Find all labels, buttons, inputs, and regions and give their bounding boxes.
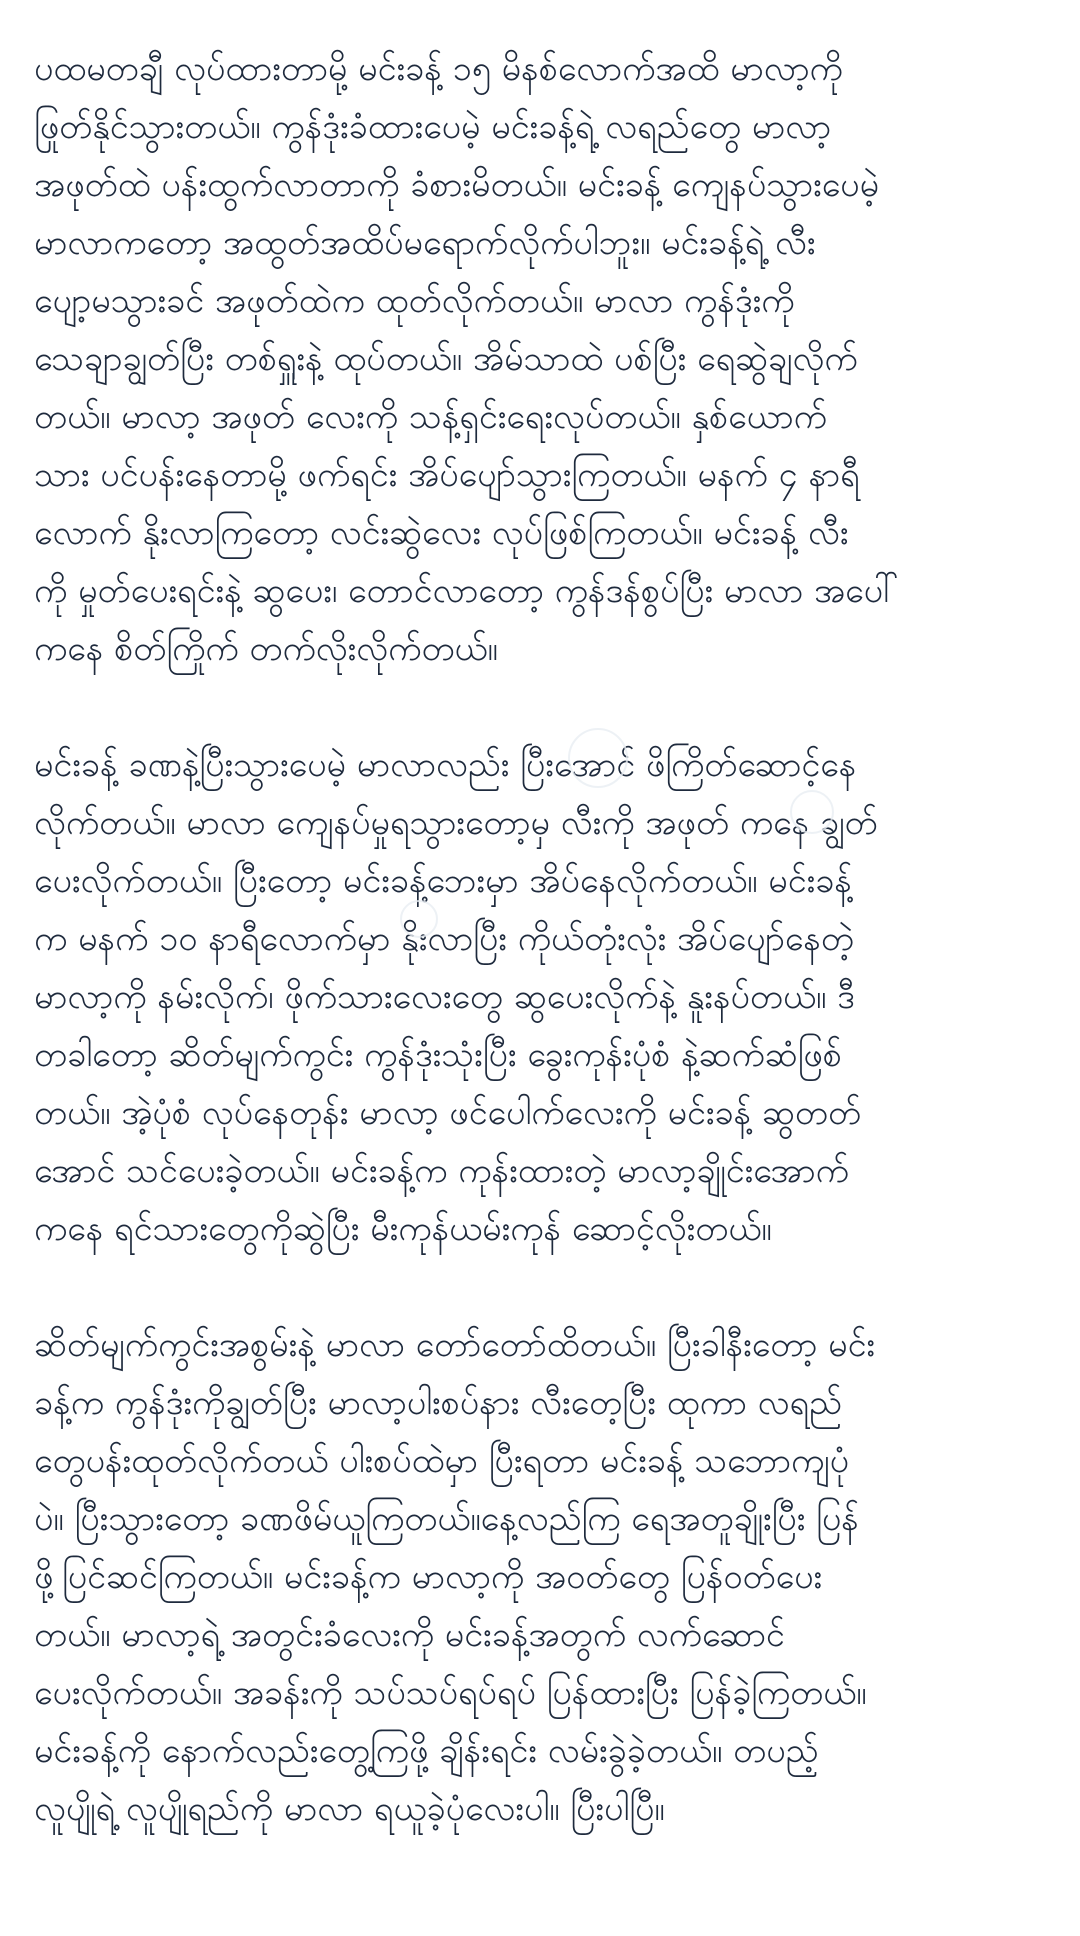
story-line: လူပျိုရဲ့ လူပျိုရည်ကို မာလာ ရယူခဲ့ပုံလေးပါ။ ပြီးပါပြီ။ <box>34 1789 665 1829</box>
story-line: မင်းခန့်ကို နောက်လည်းတွေ့ကြဖို့ ချိန်းရင်း လမ်းခွဲခဲ့တယ်။ တပည့် <box>34 1731 819 1771</box>
story-line: သေချာချွတ်ပြီး တစ်ရှူးနဲ့ ထုပ်တယ်။ အိမ်သာထဲ ပစ်ပြီး ရေဆွဲချလိုက် <box>34 339 858 379</box>
story-line: ခန့်က ကွန်ဒုံးကိုချွတ်ပြီး မာလာ့ပါးစပ်နား လီးတေ့ပြီး ထုကာ လရည် <box>34 1383 842 1423</box>
story-paragraph <box>34 1316 1052 1838</box>
story-line: အဖုတ်ထဲ ပန်းထွက်လာတာကို ခံစားမိတယ်။ မင်းခန့် ကျေနပ်သွားပေမဲ့ <box>34 165 879 205</box>
story-line: ဆိတ်မျက်ကွင်းအစွမ်းနဲ့ မာလာ တော်တော်ထိတယ်။ ပြီးခါနီးတော့ မင်း <box>34 1325 876 1365</box>
story-line: တခါတော့ ဆိတ်မျက်ကွင်း ကွန်ဒုံးသုံးပြီး ခွေးကုန်းပုံစံ နဲ့ဆက်ဆံဖြစ် <box>34 1035 842 1075</box>
story-line: ပျော့မသွားခင် အဖုတ်ထဲက ထုတ်လိုက်တယ်။ မာလာ ကွန်ဒုံးကို <box>34 281 795 321</box>
story-line: တွေပန်းထုတ်လိုက်တယ် ပါးစပ်ထဲမှာ ပြီးရတာ မင်းခန့် သဘောကျပုံ <box>34 1441 850 1481</box>
story-line: တယ်။ အဲ့ပုံစံ လုပ်နေတုန်း မာလာ့ ဖင်ပေါက်လေးကို မင်းခန့် ဆွတတ် <box>34 1093 862 1133</box>
story-line: လိုက်တယ်။ မာလာ ကျေနပ်မှုရသွားတော့မှ လီးကို အဖုတ် ကနေ ချွတ် <box>34 803 878 843</box>
paragraph-gap <box>34 678 1052 736</box>
watermark-mark <box>400 900 438 938</box>
story-paragraph <box>34 736 1052 1258</box>
story-line: သား ပင်ပန်းနေတာမို့ ဖက်ရင်း အိပ်ပျော်သွားကြတယ်။ မနက် ၄ နာရီ <box>34 455 860 495</box>
story-line: မင်းခန့် ခဏနဲ့ပြီးသွားပေမဲ့ မာလာလည်း ပြီးအောင် ဖိကြိတ်ဆောင့်နေ <box>34 745 857 785</box>
story-line: ကနေ ရင်သားတွေကိုဆွဲပြီး မီးကုန်ယမ်းကုန် ဆောင့်လိုးတယ်။ <box>34 1209 772 1249</box>
story-line: ပေးလိုက်တယ်။ ပြီးတော့ မင်းခန့်ဘေးမှာ အိပ်နေလိုက်တယ်။ မင်းခန့် <box>34 861 852 901</box>
paragraph-gap <box>34 1258 1052 1316</box>
story-line: ပေးလိုက်တယ်။ အခန်းကို သပ်သပ်ရပ်ရပ် ပြန်ထားပြီး ပြန်ခဲ့ကြတယ်။ <box>34 1673 867 1713</box>
watermark-mark <box>790 790 834 834</box>
story-line: တယ်။ မာလာ့ရဲ့ အတွင်းခံလေးကို မင်းခန့်အတွက် လက်ဆောင် <box>34 1615 785 1655</box>
story-line: က မနက် ၁၀ နာရီလောက်မှာ နိုးလာပြီး ကိုယ်တုံးလုံး အိပ်ပျော်နေတဲ့ <box>34 919 855 959</box>
story-paragraph <box>34 40 1052 678</box>
story-line: လောက် နိုးလာကြတော့ လင်းဆွဲလေး လုပ်ဖြစ်ကြတယ်။ မင်းခန့် လီး <box>34 513 849 553</box>
story-line: ကနေ စိတ်ကြိုက် တက်လိုးလိုက်တယ်။ <box>34 629 498 669</box>
story-line: ဖို့ပြင်ဆင်ကြတယ်။ မင်းခန့်က မာလာ့ကို အဝတ်တွေ ပြန်ဝတ်ပေး <box>34 1557 823 1597</box>
story-line: အောင် သင်ပေးခဲ့တယ်။ မင်းခန့်က ကုန်းထားတဲ့ မာလာ့ချိုင်းအောက် <box>34 1151 849 1191</box>
story-line: မာလာ့ကို နမ်းလိုက်၊ ဖိုက်သားလေးတွေ ဆွပေးလိုက်နဲ့ နူးနပ်တယ်။ ဒီ <box>34 977 855 1017</box>
story-line: ကို မှုတ်ပေးရင်းနဲ့ ဆွပေး၊ တောင်လာတော့ ကွန်ဒန်စွပ်ပြီး မာလာ အပေါ် <box>34 571 899 611</box>
watermark-mark <box>568 728 628 788</box>
story-line: ပဲ။ ပြီးသွားတော့ ခဏဖိမ်ယူကြတယ်။နေ့လည်ကြ ရေအတူချိုးပြီး ပြန် <box>34 1499 859 1539</box>
story-line: မာလာကတော့ အထွတ်အထိပ်မရောက်လိုက်ပါဘူး။ မင်းခန့်ရဲ့ လီး <box>34 223 816 263</box>
story-line: ဖြုတ်နိုင်သွားတယ်။ ကွန်ဒုံးခံထားပေမဲ့ မင်းခန့်ရဲ့ လရည်တွေ မာလာ့ <box>34 107 832 147</box>
story-line: တယ်။ မာလာ့ အဖုတ် လေးကို သန့်ရှင်းရေးလုပ်တယ်။ နှစ်ယောက် <box>34 397 827 437</box>
story-line: ပထမတချီ လုပ်ထားတာမို့ မင်းခန့် ၁၅ မိနစ်လောက်အထိ မာလာ့ကို <box>34 49 843 89</box>
